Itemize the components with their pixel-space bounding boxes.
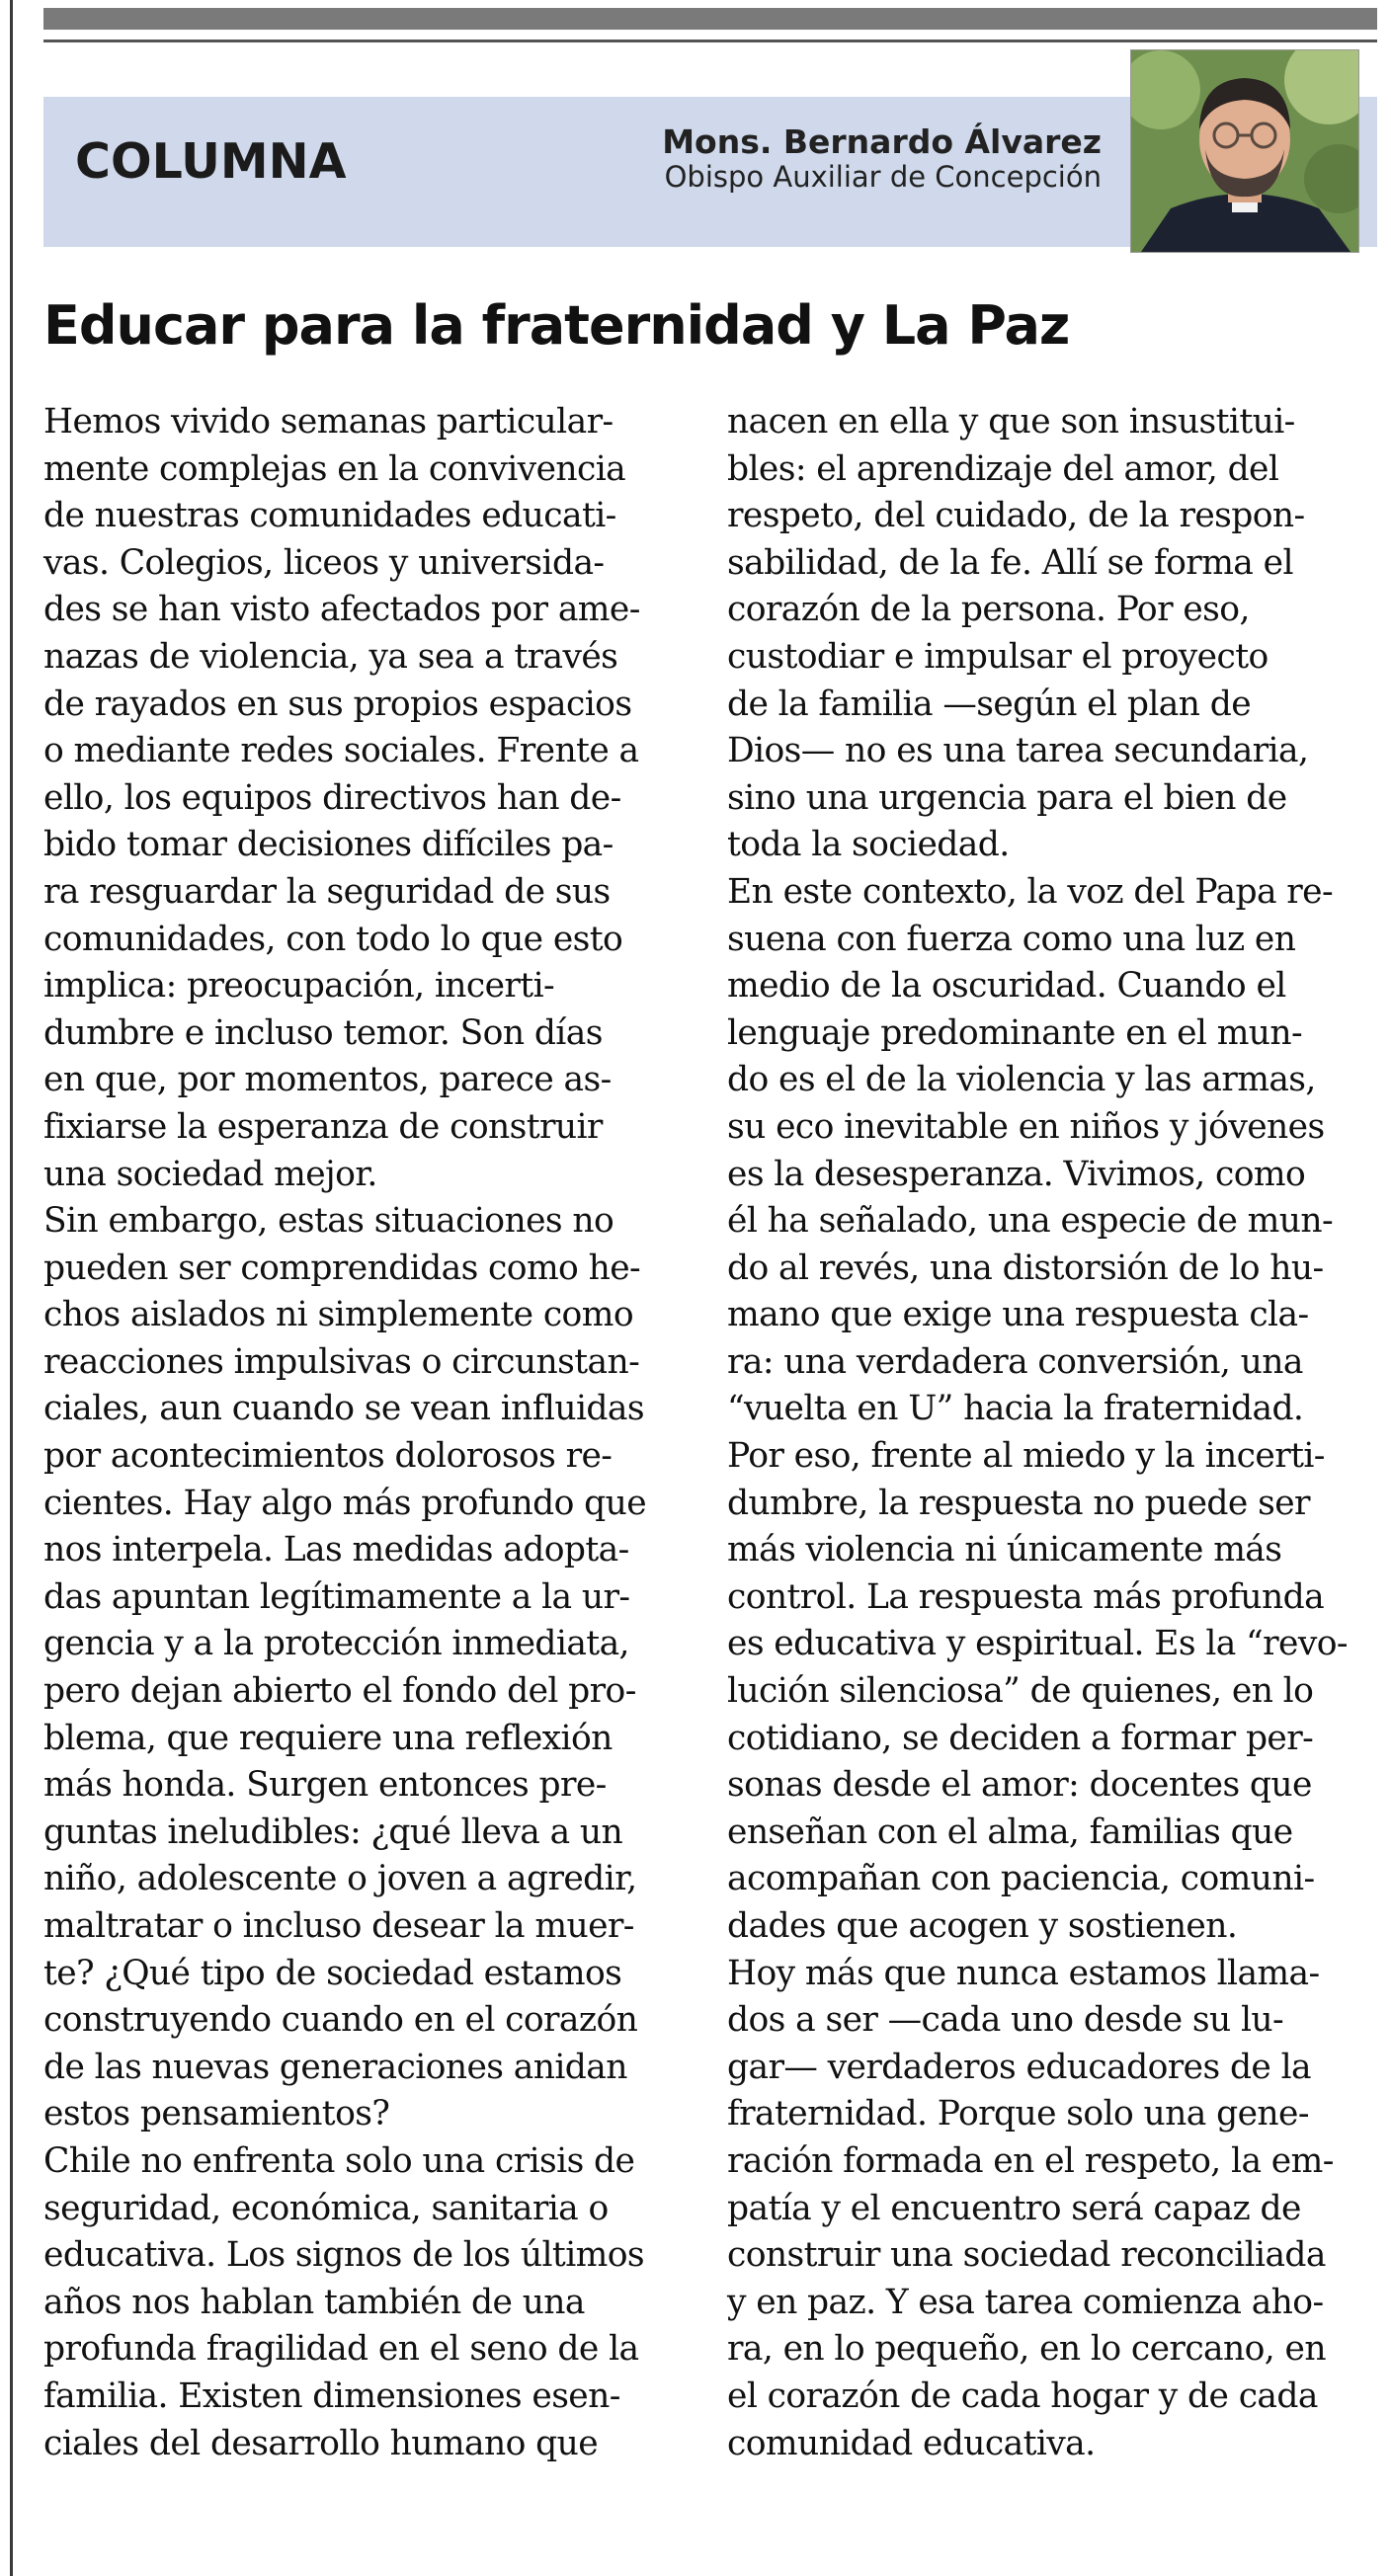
article-text-line: mano que exige una respuesta cla- [727,1295,1309,1335]
article-text-line: construyendo cuando en el corazón [43,2000,638,2041]
article-text-line: Hemos vivido semanas particular- [43,402,614,442]
author-photo [1130,49,1359,253]
article-text-line: reacciones impulsivas o circunstan- [43,1341,640,1382]
article-text-line: Sin embargo, estas situaciones no [43,1201,614,1242]
article-text-line: medio de la oscuridad. Cuando el [727,966,1286,1006]
article-text-line: cotidiano, se deciden a formar per- [727,1718,1314,1758]
article-text-line: maltratar o incluso desear la muer- [43,1906,634,1946]
article-text-line: de rayados en sus propios espacios [43,684,632,724]
article-text-line: y en paz. Y esa tarea comienza aho- [727,2282,1324,2322]
article-text-line: o mediante redes sociales. Frente a [43,731,639,771]
article-text-line: En este contexto, la voz del Papa re- [727,871,1334,912]
author-name: Mons. Bernardo Álvarez [662,122,1102,161]
article-text-line: Dios— no es una tarea secundaria, [727,731,1309,771]
article-text-line: comunidad educativa. [727,2423,1096,2463]
article-text-line: lución silenciosa” de quienes, en lo [727,1671,1314,1712]
article-text-line: años nos hablan también de una [43,2282,585,2322]
article-text-line: él ha señalado, una especie de mun- [727,1201,1334,1242]
article-text-line: más violencia ni únicamente más [727,1530,1282,1570]
article-text-line: bles: el aprendizaje del amor, del [727,448,1279,489]
article-text-line: comunidades, con todo lo que esto [43,919,623,959]
article-text-line: ello, los equipos directivos han de- [43,777,621,818]
article-text-line: su eco inevitable en niños y jóvenes [727,1106,1325,1147]
section-label: COLUMNA [75,133,347,190]
article-text-line: en que, por momentos, parece as- [43,1060,612,1100]
article-text-line: des se han visto afectados por ame- [43,590,640,630]
article-text-line: pero dejan abierto el fondo del pro- [43,1671,636,1712]
article-text-line: enseñan con el alma, familias que [727,1811,1293,1852]
article-text-line: implica: preocupación, incerti- [43,966,555,1006]
article-text-line: ciales, aun cuando se vean influidas [43,1389,644,1429]
article-body-left-column [43,399,686,2467]
article-text-line: cientes. Hay algo más profundo que [43,1483,647,1523]
article-text-line: chos aislados ni simplemente como [43,1295,634,1335]
article-text-line: por acontecimientos dolorosos re- [43,1436,613,1477]
article-text-line: fraternidad. Porque solo una gene- [727,2094,1309,2134]
article-text-line: niño, adolescente o joven a agredir, [43,1859,637,1899]
article-text-line: guntas ineludibles: ¿qué lleva a un [43,1811,623,1852]
article-text-line: nazas de violencia, ya sea a través [43,636,618,677]
article-text-line: profunda fragilidad en el seno de la [43,2329,639,2370]
article-text-line: dumbre, la respuesta no puede ser [727,1483,1310,1523]
article-text-line: mente complejas en la convivencia [43,448,626,489]
article-text-line: es educativa y espiritual. Es la “revo- [727,1624,1348,1664]
article-text-line: “vuelta en U” hacia la fraternidad. [727,1389,1304,1429]
article-text-line: Por eso, frente al miedo y la incerti- [727,1436,1325,1477]
author-role: Obispo Auxiliar de Concepción [664,160,1102,194]
article-title: Educar para la fraternidad y La Paz [43,294,1070,357]
article-text-line: educativa. Los signos de los últimos [43,2235,645,2276]
article-text-line: suena con fuerza como una luz en [727,919,1296,959]
article-text-line: dos a ser —cada uno desde su lu- [727,2000,1284,2041]
article-text-line: das apuntan legítimamente a la ur- [43,1576,630,1617]
top-divider [43,40,1377,42]
article-text-line: respeto, del cuidado, de la respon- [727,496,1305,536]
article-body-right-column [727,399,1379,2467]
article-text-line: blema, que requiere una reflexión [43,1718,613,1758]
top-gray-bar [43,8,1377,30]
article-text-line: gencia y a la protección inmediata, [43,1624,629,1664]
article-text-line: seguridad, económica, sanitaria o [43,2188,609,2228]
article-text-line: vas. Colegios, liceos y universida- [43,542,605,583]
article-text-line: fixiarse la esperanza de construir [43,1106,603,1147]
article-text-line: patía y el encuentro será capaz de [727,2188,1301,2228]
article-text-line: sino una urgencia para el bien de [727,777,1287,818]
article-text-line: custodiar e impulsar el proyecto [727,636,1268,677]
article-text-line: ciales del desarrollo humano que [43,2423,599,2463]
article-text-line: ra: una verdadera conversión, una [727,1341,1303,1382]
page-edge-rule [10,0,13,2576]
article-text-line: es la desesperanza. Vivimos, como [727,1154,1306,1194]
article-text-line: dades que acogen y sostienen. [727,1906,1238,1946]
article-text-line: gar— verdaderos educadores de la [727,2047,1312,2087]
article-text-line: do al revés, una distorsión de lo hu- [727,1248,1324,1288]
article-text-line: sonas desde el amor: docentes que [727,1765,1312,1806]
article-text-line: estos pensamientos? [43,2094,390,2134]
article-text-line: ra, en lo pequeño, en lo cercano, en [727,2329,1326,2370]
article-text-line: construir una sociedad reconciliada [727,2235,1326,2276]
article-text-line: toda la sociedad. [727,825,1010,865]
article-text-line: dumbre e incluso temor. Son días [43,1012,603,1053]
article-text-line: Chile no enfrenta solo una crisis de [43,2140,635,2181]
article-text-line: familia. Existen dimensiones esen- [43,2375,620,2416]
author-portrait-illustration [1131,50,1358,252]
article-text-line: el corazón de cada hogar y de cada [727,2375,1318,2416]
article-text-line: do es el de la violencia y las armas, [727,1060,1316,1100]
article-text-line: te? ¿Qué tipo de sociedad estamos [43,1953,622,1993]
article-text-line: acompañan con paciencia, comuni- [727,1859,1315,1899]
article-text-line: nacen en ella y que son insustitui- [727,402,1295,442]
article-text-line: Hoy más que nunca estamos llama- [727,1953,1320,1993]
article-text-line: una sociedad mejor. [43,1154,377,1194]
article-text-line: de la familia —según el plan de [727,684,1252,724]
article-text-line: ración formada en el respeto, la em- [727,2140,1334,2181]
article-text-line: nos interpela. Las medidas adopta- [43,1530,629,1570]
article-text-line: control. La respuesta más profunda [727,1576,1325,1617]
article-text-line: ra resguardar la seguridad de sus [43,871,611,912]
article-text-line: de nuestras comunidades educati- [43,496,616,536]
article-text-line: lenguaje predominante en el mun- [727,1012,1303,1053]
article-text-line: bido tomar decisiones difíciles pa- [43,825,614,865]
article-text-line: sabilidad, de la fe. Allí se forma el [727,542,1293,583]
article-text-line: pueden ser comprendidas como he- [43,1248,641,1288]
article-text-line: más honda. Surgen entonces pre- [43,1765,607,1806]
article-text-line: de las nuevas generaciones anidan [43,2047,627,2087]
article-text-line: corazón de la persona. Por eso, [727,590,1250,630]
